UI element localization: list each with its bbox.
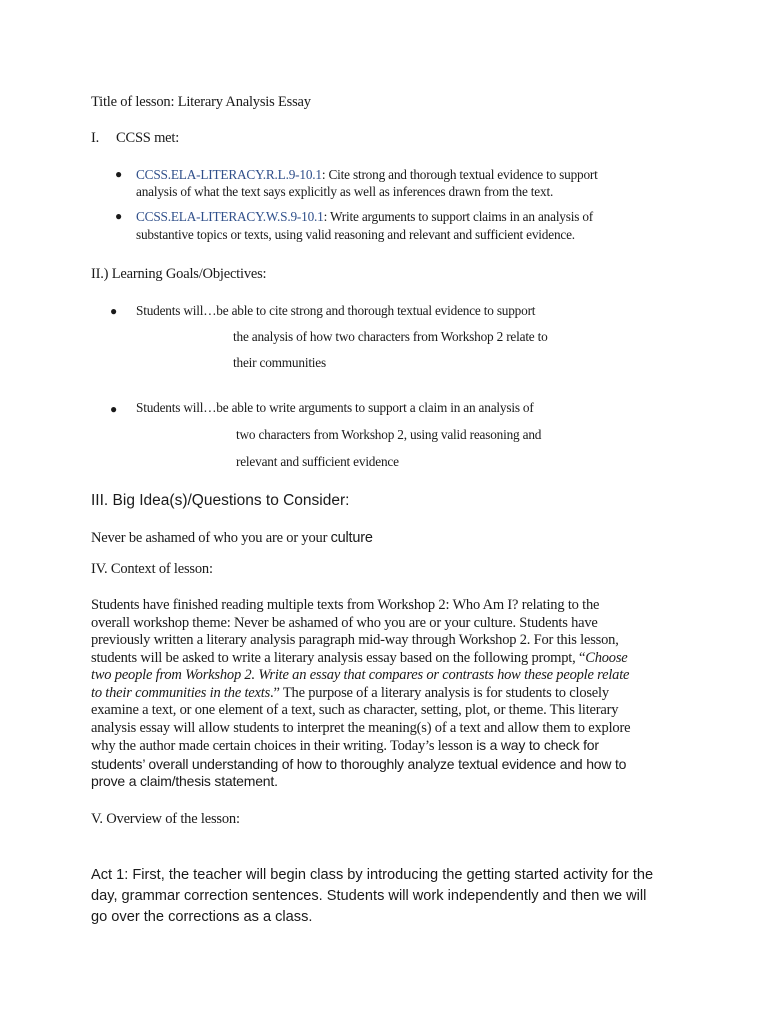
context-line4-b: Choose — [585, 649, 628, 666]
standard-2-line1 — [136, 209, 593, 225]
context-line: students’ overall understanding of how to thoroughly analyze textual evidence and how to — [91, 755, 627, 772]
section-4-heading: IV. Context of lesson: — [91, 561, 213, 577]
big-idea-part2: culture — [330, 530, 373, 546]
section-2-heading: II.) Learning Goals/Objectives: — [91, 266, 267, 282]
context-line6-italic: to their communities in the texts — [91, 684, 271, 701]
context-paragraph — [91, 597, 651, 791]
standard-1-line2: analysis of what the text says explicitly as well as inferences drawn from the text. — [136, 184, 554, 199]
context-line4-a: students will be asked to write a literary analysis essay based on the following prompt, “ — [91, 649, 586, 666]
context-line: prove a claim/thesis statement. — [91, 773, 278, 789]
context-line — [91, 685, 651, 703]
objective-2-line3: relevant and sufficient evidence — [236, 454, 399, 469]
lesson-title: Title of lesson: Literary Analysis Essay — [91, 94, 311, 110]
bullet-icon: ● — [115, 167, 123, 181]
section-1-number: I. — [91, 130, 100, 146]
act-1-line: go over the corrections as a class. — [91, 909, 313, 925]
context-line: previously written a literary analysis paragraph mid-way through Workshop 2. For this lesson, — [91, 632, 619, 648]
context-line: examine a text, or one element of a text, such as character, setting, plot, or theme. This literary — [91, 702, 619, 718]
context-line6-rest: .” The purpose of a literary analysis is for students to closely — [270, 684, 609, 701]
standard-2-code: CCSS.ELA-LITERACY.W.S.9-10.1 — [136, 209, 324, 224]
bullet-icon: ● — [110, 304, 118, 318]
big-idea-text — [91, 530, 373, 547]
context-line: overall workshop theme: Never be ashamed of who you are or your culture. Students have — [91, 614, 598, 631]
context-line9-serif: why the author made certain choices in their writing. Today’s lesson — [91, 738, 477, 754]
act-1-paragraph — [91, 865, 691, 928]
standard-1-code: CCSS.ELA-LITERACY.R.L.9-10.1 — [136, 167, 322, 182]
objective-2-line1: Students will…be able to write arguments to support a claim in an analysis of — [136, 400, 534, 415]
bullet-icon: ● — [110, 402, 118, 416]
objective-2-line2: two characters from Workshop 2, using valid reasoning and — [236, 427, 542, 442]
context-line9-sans: is a way to check for — [476, 737, 599, 753]
objective-1-line2: the analysis of how two characters from Workshop 2 relate to — [233, 329, 548, 344]
section-1-heading: CCSS met: — [116, 130, 180, 146]
bullet-icon: ● — [115, 209, 123, 223]
objective-1-line1: Students will…be able to cite strong and thorough textual evidence to support — [136, 303, 536, 318]
context-line: Students have finished reading multiple texts from Workshop 2: Who Am I? relating to the — [91, 597, 600, 613]
context-line: two people from Workshop 2. Write an essay that compares or contrasts how these people relate — [91, 667, 630, 683]
act-1-line: day, grammar correction sentences. Students will work independently and then we will — [91, 888, 647, 904]
standard-2-text-a: : Write arguments to support claims in an analysis of — [323, 209, 594, 224]
standard-1-line1 — [136, 167, 598, 183]
standard-2-line2: substantive topics or texts, using valid reasoning and relevant and sufficient evidence. — [136, 227, 575, 242]
context-line — [91, 650, 651, 668]
context-line: analysis essay will allow students to interpret the meaning(s) of a text and allow them to explore — [91, 719, 631, 736]
context-line — [91, 737, 651, 756]
act-1-line: Act 1: First, the teacher will begin class by introducing the getting started activity for the — [91, 867, 654, 883]
section-5-heading: V. Overview of the lesson: — [91, 811, 240, 827]
section-3-heading: III. Big Idea(s)/Questions to Consider: — [91, 492, 350, 509]
standard-1-text-a: : Cite strong and thorough textual evidence to support — [321, 167, 598, 182]
objective-1-line3: their communities — [233, 355, 326, 370]
big-idea-part1: Never be ashamed of who you are or your — [91, 530, 331, 546]
